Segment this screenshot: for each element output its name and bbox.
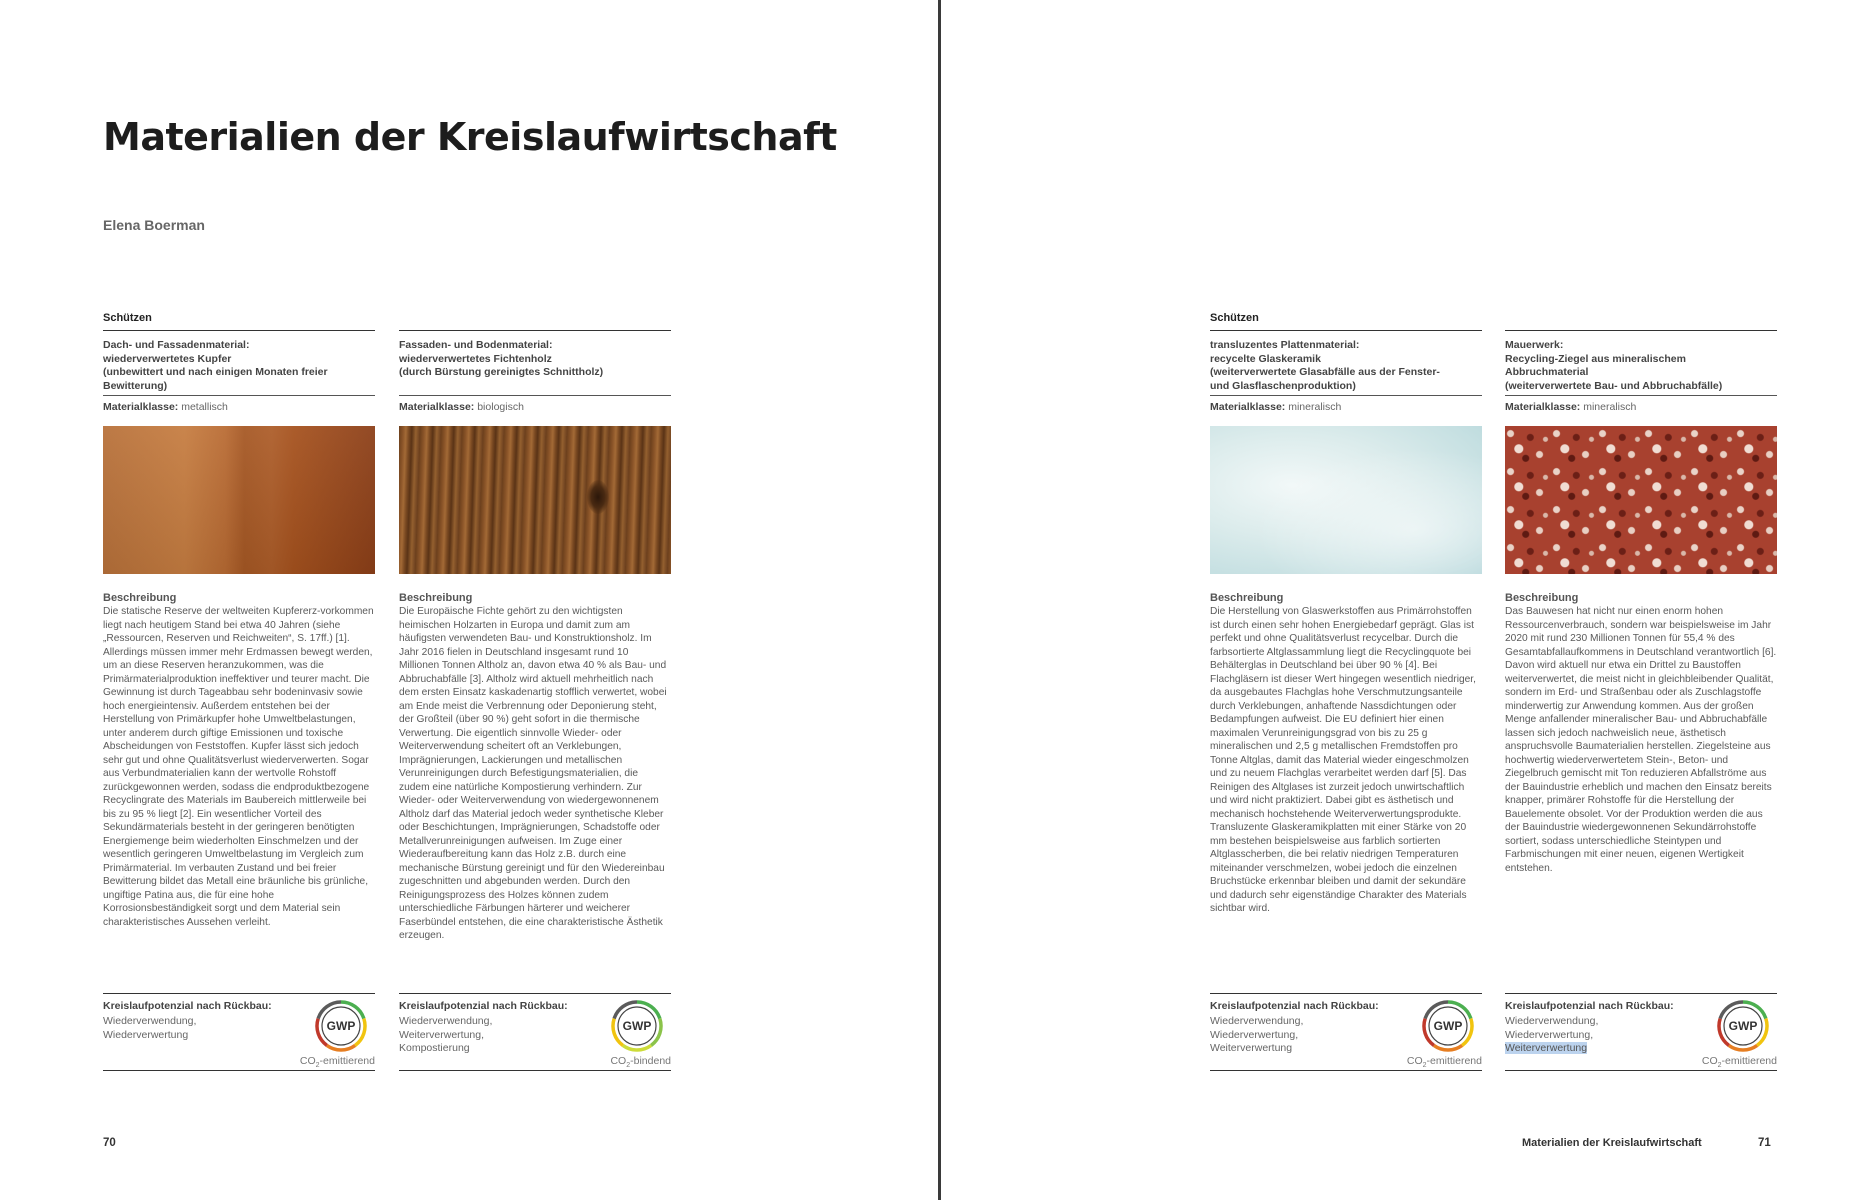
description-title: Beschreibung xyxy=(1505,592,1579,604)
material-class-value: biologisch xyxy=(477,401,524,413)
material-card-copper xyxy=(103,330,375,993)
author-name: Elena Boerman xyxy=(103,217,205,233)
description-title: Beschreibung xyxy=(399,592,473,604)
material-card-glass xyxy=(1210,330,1482,993)
rule xyxy=(103,330,375,331)
gwp-ring-segment xyxy=(1434,1045,1462,1050)
section-label-left: Schützen xyxy=(103,312,152,324)
gwp-label: GWP xyxy=(326,1019,356,1033)
material-class xyxy=(1505,395,1777,414)
co2-label: $CO_2$-emittierend xyxy=(1406,1054,1482,1069)
co2-value: emittierend xyxy=(1725,1054,1777,1067)
rule xyxy=(1210,330,1482,331)
page-number-right: 71 xyxy=(1758,1137,1771,1149)
potential-title: Kreislaufpotenzial nach Rückbau: xyxy=(103,1000,272,1012)
material-usage: Mauerwerk: Recycling-Ziegel aus mineralischem Abbruchmaterial (weiterverwertete Bau- und Abbruchabfälle) xyxy=(1505,339,1723,392)
rule xyxy=(1505,330,1777,331)
potential-list: Wiederverwendung, Wiederverwertung xyxy=(103,1015,197,1041)
recycling-potential-spruce xyxy=(399,993,671,1071)
material-usage: transluzentes Plattenmaterial: recycelte Glaskeramik (weiterverwertete Glasabfälle aus der Fenster- und Glasflaschenproduktion) xyxy=(1210,339,1440,392)
co2-value: bindend xyxy=(633,1054,671,1067)
material-usage: Dach- und Fassadenmaterial: wiederverwertetes Kupfer (unbewittert und nach einigen Monaten freier Bewitterung) xyxy=(103,339,328,392)
material-class-label: Materialklasse: xyxy=(1505,401,1581,413)
gwp-ring-icon xyxy=(609,998,665,1054)
gwp-ring-icon xyxy=(313,998,369,1054)
co2-value: emittierend xyxy=(1430,1054,1482,1067)
running-head: Materialien der Kreislaufwirtschaft xyxy=(1522,1137,1702,1149)
potential-title: Kreislaufpotenzial nach Rückbau: xyxy=(399,1000,568,1012)
description-title: Beschreibung xyxy=(103,592,177,604)
co2-value: emittierend xyxy=(323,1054,375,1067)
copper-swatch-image xyxy=(103,426,375,574)
gwp-ring-segment xyxy=(327,1045,355,1050)
co2-label: $CO_2$-emittierend xyxy=(299,1054,375,1069)
material-card-spruce xyxy=(399,330,671,993)
material-class xyxy=(103,395,375,414)
brick-swatch-image xyxy=(1505,426,1777,574)
material-class-value: mineralisch xyxy=(1288,401,1342,413)
gwp-ring-segment xyxy=(1729,1045,1757,1050)
description-text: Die statische Reserve der weltweiten Kupfererz-vorkommen liegt nach heutigem Stand bei etwa 40 Jahren (siehe „Ressourcen, Reserven und Reichweiten“, S. 17ff.) [1]. Allerdings müssen immer mehr Erdmassen bewegt werden, um an diese Reserven heranzukommen, was die Primärmaterialproduktion ineffektiver und teurer macht. Die Gewinnung ist durch Tageabbau sehr bodeninvasiv sowie hoch energieintensiv. Außerdem entstehen bei der Herstellung von Primärkupfer hohe Umweltbelastungen, unter anderem durch giftige Emissionen und toxische Abscheidungen von Feststoffen. Kupfer lässt sich jedoch sehr gut und ohne Qualitätsverlust wiederverwerten. Sogar aus Verbundmaterialien kann der wertvolle Rohstoff zurückgewonnen werden, sodass die endproduktbezogene Recyclingrate des Materials im Baubereich mittlerweile bei bis zu 95 % liegt [2]. Ein wesentlicher Vorteil des Sekundärmaterials besteht in der geringeren benötigten Energiemenge beim wiederholten Einschmelzen und der wesentlich geringeren Umweltbelastung im Vergleich zum Primärmaterial. Im verbauten Zustand und bei freier Bewitterung bildet das Metall eine bräunliche bis grünliche, ungiftige Patina aus, die für eine hohe Korrosionsbeständigkeit sorgt und dem Material sein charakteristisches Aussehen verleiht. xyxy=(103,606,374,928)
gwp-ring-icon xyxy=(1715,998,1771,1054)
glass-swatch-image xyxy=(1210,426,1482,574)
material-class-value: mineralisch xyxy=(1583,401,1637,413)
page-title: Materialien der Kreislaufwirtschaft xyxy=(103,115,837,159)
description-text: Die Herstellung von Glaswerkstoffen aus Primärrohstoffen ist durch einen sehr hohen Energiebedarf geprägt. Glas ist perfekt und ohne Qualitätsverlust recycelbar. Durch die farbsortierte Altglassammlung liegt die Recyclingquote bei Behälterglas in Deutschland bei über 90 % [4]. Bei Flachgläsern ist dieser Wert hingegen wesentlich niedriger, da ausgebautes Flachglas hohe Verschmutzungsanteile durch Verklebungen, anhaftende Nassdichtungen oder Bedampfungen aufweist. Die EU definiert hier einen maximalen Verunreinigungsgrad von bis zu 25 g mineralischen und 2,5 g metallischen Fremdstoffen pro Tonne Altglas, damit das Material wieder eingeschmolzen und zu neuem Flachglas verarbeitet werden darf [5]. Das Reinigen des Altglases ist zurzeit jedoch unwirtschaftlich und wird nicht praktiziert. Dabei gibt es ästhetisch und mechanisch hochstehende Weiterverwertungsprodukte. Transluzente Glaskeramikplatten mit einer Stärke von 20 mm bestehen beispielsweise aus farblich sortierten Altglasscherben, die bei relativ niedrigen Temperaturen miteinander verschmelzen, wobei jedoch die einzelnen Bruchstücke erkennbar bleiben und damit der sekundäre und dadurch sehr eigenständige Charakter des Materials sichtbar wird. xyxy=(1210,606,1476,914)
description-title: Beschreibung xyxy=(1210,592,1284,604)
material-card-brick xyxy=(1505,330,1777,993)
page-divider xyxy=(938,0,941,1200)
rule xyxy=(399,330,671,331)
description-text: Die Europäische Fichte gehört zu den wichtigsten heimischen Holzarten in Europa und damit zum am häufigsten verwendeten Bau- und Konstruktionsholz. Im Jahr 2016 fielen in Deutschland insgesamt rund 10 Millionen Tonnen Altholz an, davon etwa 40 % als Bau- und Abbruchabfälle [3]. Altholz wird aktuell mehrheitlich nach dem ersten Einsatz kaskadenartig stofflich verwertet, wobei am Ende meist die Verbrennung oder Deponierung steht, der Großteil (über 90 %) geht sofort in die thermische Verwertung. Die eigentlich sinnvolle Wieder- oder Weiterverwendung scheitert oft an Verklebungen, Imprägnierungen, Lackierungen und metallischen Verunreinigungen durch Befestigungsmaterialien, die zudem eine natürliche Kompostierung verhindern. Zur Wieder- oder Weiterverwendung von wiedergewonnenem Altholz darf das Material jedoch weder synthetische Kleber oder Beschichtungen, Imprägnierungen, Schadstoffe oder Metallverunreinigungen aufweisen. Im Zuge einer Wiederaufbereitung kann das Holz z.B. durch eine mechanische Bürstung gereinigt und für den Wiedereinbau zugeschnitten und abgebunden werden. Durch den Reinigungsprozess des Holzes können zudem unterschiedliche Färbungen härterer und weicherer Faserbündel entstehen, die eine charakteristische Ästhetik erzeugen. xyxy=(399,606,667,941)
gwp-ring-segment xyxy=(623,1045,651,1050)
section-label-right: Schützen xyxy=(1210,312,1259,324)
material-class-value: metallisch xyxy=(181,401,228,413)
wood-swatch-image xyxy=(399,426,671,574)
material-class-label: Materialklasse: xyxy=(103,401,179,413)
potential-list xyxy=(1505,1015,1598,1056)
potential-title: Kreislaufpotenzial nach Rückbau: xyxy=(1210,1000,1379,1012)
material-usage: Fassaden- und Bodenmaterial: wiederverwertetes Fichtenholz (durch Bürstung gereinigtes Schnittholz) xyxy=(399,339,604,378)
potential-list-items: Wiederverwendung, Wiederverwertung, xyxy=(1505,1015,1599,1041)
material-class xyxy=(399,395,671,414)
material-class xyxy=(1210,395,1482,414)
description-text: Das Bauwesen hat nicht nur einen enorm hohen Ressourcenverbrauch, sondern war beispielsweise im Jahr 2020 mit rund 230 Millionen Tonnen für 55,4 % des Gesamtabfallaufkommens in Deutschland verantwortlich [6]. Davon wird aktuell nur etwa ein Drittel zu Baustoffen weiterverwertet, die meist nicht in gleichbleibender Qualität, sondern im Erd- und Straßenbau oder als Zuschlagstoffe minderwertig zur Anwendung kommen. Aus der großen Menge anfallender mineralischer Bau- und Abbruchabfälle lassen sich jedoch nachweislich neue, ästhetisch anspruchsvolle Baumaterialien herstellen. Ziegelsteine aus hochwertig wiederverwertetem Stein-, Beton- und Ziegelbruch gemischt mit Ton reduzieren Abfallströme aus der Bauindustrie erheblich und machen den Einsatz bereits knapper, primärer Rohstoffe für die Herstellung der Bauelemente obsolet. Vor der Produktion werden die aus der Bauindustrie wiedergewonnenen Sekundärrohstoffe sortiert, sodass unterschiedliche Steintypen und Farbmischungen mit einer neuen, eigenen Wertigkeit entstehen. xyxy=(1505,606,1777,874)
gwp-label: GWP xyxy=(622,1019,652,1033)
co2-label: $CO_2$-emittierend xyxy=(1701,1054,1777,1069)
potential-title: Kreislaufpotenzial nach Rückbau: xyxy=(1505,1000,1674,1012)
recycling-potential-copper xyxy=(103,993,375,1071)
gwp-label: GWP xyxy=(1728,1019,1758,1033)
potential-list: Wiederverwendung, Wiederverwertung, Weiterverwertung xyxy=(1210,1015,1304,1054)
selected-text-highlight[interactable]: Weiterverwertung xyxy=(1505,1042,1588,1054)
gwp-ring-icon xyxy=(1420,998,1476,1054)
recycling-potential-brick xyxy=(1505,993,1777,1071)
potential-list: Wiederverwendung, Weiterverwertung, Kompostierung xyxy=(399,1015,493,1054)
gwp-label: GWP xyxy=(1433,1019,1463,1033)
material-class-label: Materialklasse: xyxy=(1210,401,1286,413)
page-number-left: 70 xyxy=(103,1137,116,1149)
recycling-potential-glass xyxy=(1210,993,1482,1071)
co2-label: $CO_2$-bindend xyxy=(610,1054,671,1069)
material-class-label: Materialklasse: xyxy=(399,401,475,413)
